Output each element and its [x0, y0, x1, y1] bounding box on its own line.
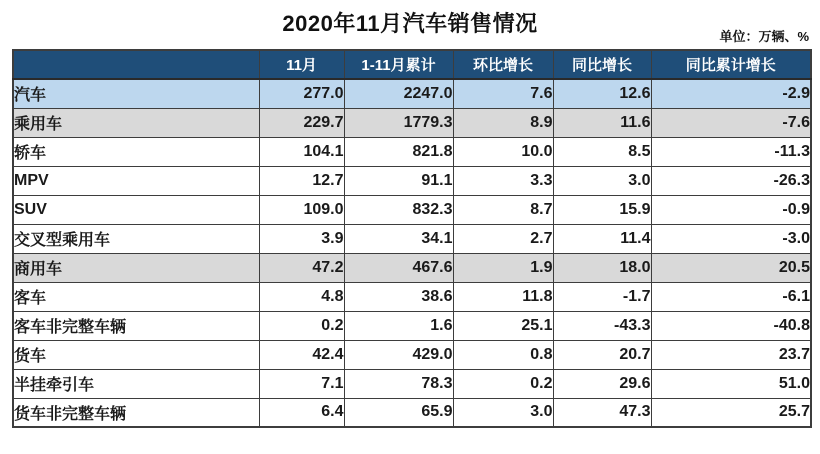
cell-mom-growth-value: 3.0 [453, 398, 553, 427]
table-row [13, 282, 811, 311]
row-label: 货车 [13, 340, 259, 369]
header-cell-month: 11月 [259, 50, 344, 79]
cell-yoy-cumulative-growth-value: -40.8 [651, 311, 811, 340]
cell-month-value: 4.8 [259, 282, 344, 311]
cell-mom-growth-value: 11.8 [453, 282, 553, 311]
cell-mom-growth-value: 7.6 [453, 79, 553, 108]
cell-cumulative-value: 2247.0 [344, 79, 453, 108]
row-label: 商用车 [13, 253, 259, 282]
header-cell-category [13, 50, 259, 79]
cell-yoy-cumulative-growth-value: 23.7 [651, 340, 811, 369]
cell-yoy-growth-value: 11.4 [553, 224, 651, 253]
table-row [13, 108, 811, 137]
cell-cumulative-value: 467.6 [344, 253, 453, 282]
cell-yoy-growth-value: 8.5 [553, 137, 651, 166]
cell-yoy-growth-value: 29.6 [553, 369, 651, 398]
cell-month-value: 3.9 [259, 224, 344, 253]
sales-table [12, 49, 812, 428]
row-label: 乘用车 [13, 108, 259, 137]
table-row [13, 195, 811, 224]
cell-mom-growth-value: 8.9 [453, 108, 553, 137]
cell-mom-growth-value: 0.2 [453, 369, 553, 398]
table-row [13, 398, 811, 427]
row-label: MPV [13, 166, 259, 195]
cell-mom-growth-value: 10.0 [453, 137, 553, 166]
cell-cumulative-value: 78.3 [344, 369, 453, 398]
table-row [13, 224, 811, 253]
table-row [13, 369, 811, 398]
row-label: 客车非完整车辆 [13, 311, 259, 340]
cell-cumulative-value: 832.3 [344, 195, 453, 224]
cell-yoy-growth-value: 18.0 [553, 253, 651, 282]
table-row [13, 137, 811, 166]
cell-yoy-growth-value: 47.3 [553, 398, 651, 427]
cell-month-value: 7.1 [259, 369, 344, 398]
cell-month-value: 47.2 [259, 253, 344, 282]
cell-mom-growth-value: 3.3 [453, 166, 553, 195]
header-row [13, 50, 811, 79]
cell-month-value: 0.2 [259, 311, 344, 340]
cell-month-value: 277.0 [259, 79, 344, 108]
table-row [13, 79, 811, 108]
cell-yoy-growth-value: 20.7 [553, 340, 651, 369]
cell-cumulative-value: 34.1 [344, 224, 453, 253]
cell-month-value: 42.4 [259, 340, 344, 369]
cell-cumulative-value: 1.6 [344, 311, 453, 340]
cell-yoy-cumulative-growth-value: 51.0 [651, 369, 811, 398]
row-label: SUV [13, 195, 259, 224]
cell-yoy-cumulative-growth-value: -11.3 [651, 137, 811, 166]
cell-yoy-cumulative-growth-value: 20.5 [651, 253, 811, 282]
row-label: 货车非完整车辆 [13, 398, 259, 427]
table-row [13, 311, 811, 340]
page-title: 2020年11月汽车销售情况 [282, 11, 538, 36]
cell-month-value: 6.4 [259, 398, 344, 427]
cell-month-value: 109.0 [259, 195, 344, 224]
header-cell-yoy-growth: 同比增长 [553, 50, 651, 79]
cell-mom-growth-value: 2.7 [453, 224, 553, 253]
row-label: 汽车 [13, 79, 259, 108]
header-cell-mom-growth: 环比增长 [453, 50, 553, 79]
cell-yoy-growth-value: 12.6 [553, 79, 651, 108]
cell-yoy-growth-value: -43.3 [553, 311, 651, 340]
cell-cumulative-value: 1779.3 [344, 108, 453, 137]
table-row [13, 166, 811, 195]
cell-yoy-cumulative-growth-value: -7.6 [651, 108, 811, 137]
unit-note: 单位：万辆、% [719, 29, 809, 44]
table-row [13, 253, 811, 282]
row-label: 半挂牵引车 [13, 369, 259, 398]
cell-cumulative-value: 821.8 [344, 137, 453, 166]
cell-yoy-cumulative-growth-value: -2.9 [651, 79, 811, 108]
cell-yoy-cumulative-growth-value: -0.9 [651, 195, 811, 224]
cell-mom-growth-value: 8.7 [453, 195, 553, 224]
cell-yoy-growth-value: 11.6 [553, 108, 651, 137]
header-cell-cumulative: 1-11月累计 [344, 50, 453, 79]
cell-month-value: 104.1 [259, 137, 344, 166]
cell-yoy-cumulative-growth-value: -6.1 [651, 282, 811, 311]
cell-cumulative-value: 429.0 [344, 340, 453, 369]
cell-yoy-cumulative-growth-value: 25.7 [651, 398, 811, 427]
row-label: 轿车 [13, 137, 259, 166]
cell-mom-growth-value: 25.1 [453, 311, 553, 340]
cell-cumulative-value: 65.9 [344, 398, 453, 427]
cell-yoy-growth-value: -1.7 [553, 282, 651, 311]
cell-cumulative-value: 91.1 [344, 166, 453, 195]
cell-yoy-cumulative-growth-value: -3.0 [651, 224, 811, 253]
cell-yoy-growth-value: 15.9 [553, 195, 651, 224]
header-cell-yoy-cumulative-growth: 同比累计增长 [651, 50, 811, 79]
cell-month-value: 12.7 [259, 166, 344, 195]
cell-mom-growth-value: 1.9 [453, 253, 553, 282]
row-label: 交叉型乘用车 [13, 224, 259, 253]
cell-yoy-cumulative-growth-value: -26.3 [651, 166, 811, 195]
table-row [13, 340, 811, 369]
cell-cumulative-value: 38.6 [344, 282, 453, 311]
row-label: 客车 [13, 282, 259, 311]
cell-yoy-growth-value: 3.0 [553, 166, 651, 195]
cell-mom-growth-value: 0.8 [453, 340, 553, 369]
cell-month-value: 229.7 [259, 108, 344, 137]
